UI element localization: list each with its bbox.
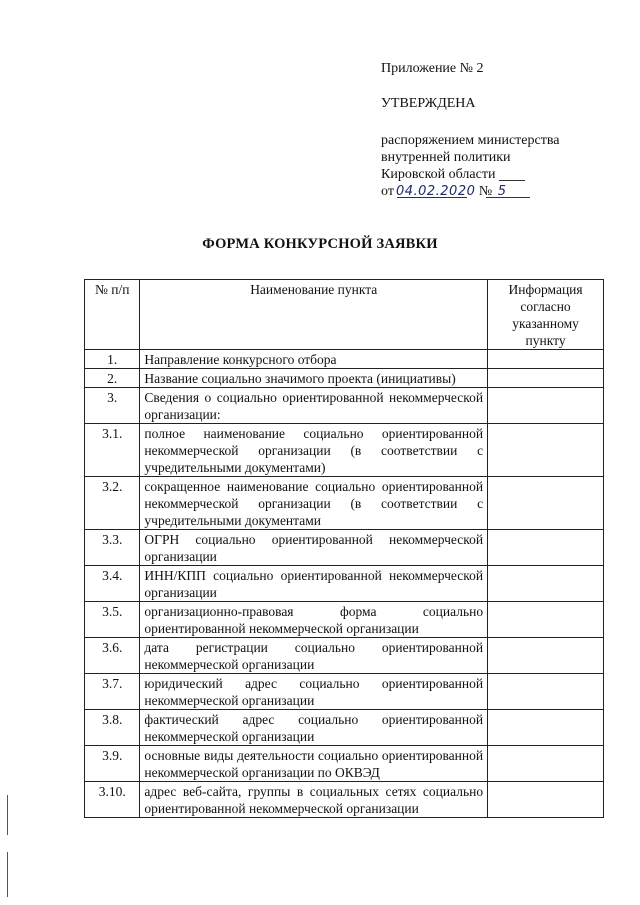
table-header-row xyxy=(85,280,604,350)
row-info-cell[interactable] xyxy=(488,566,604,602)
handwritten-date: 04.02.2020 xyxy=(395,184,476,199)
row-item-name: ИНН/КПП социально ориентированной некоммерческой организации xyxy=(140,566,488,602)
row-item-name: дата регистрации социально ориентированной некоммерческой организации xyxy=(140,638,488,674)
row-info-cell[interactable] xyxy=(488,424,604,477)
handwritten-number: 5 xyxy=(497,184,507,199)
table-row xyxy=(85,638,604,674)
approved-label: УТВЕРЖДЕНА xyxy=(381,96,476,111)
date-number-line xyxy=(381,183,559,200)
row-info-cell[interactable] xyxy=(488,477,604,530)
row-item-name: организационно-правовая форма социально ориентированной некоммерческой организации xyxy=(140,602,488,638)
approved-by-line-2: внутренней политики xyxy=(381,150,511,165)
row-info-cell[interactable] xyxy=(488,710,604,746)
row-item-name: сокращенное наименование социально ориентированной некоммерческой организации (в соответствии с учредительными документами xyxy=(140,477,488,530)
row-number: 3. xyxy=(85,388,140,424)
number-prefix: № xyxy=(478,184,493,199)
row-info-cell[interactable] xyxy=(488,602,604,638)
row-item-name: Название социально значимого проекта (инициативы) xyxy=(140,369,488,388)
approved-by-line-1: распоряжением министерства xyxy=(381,133,560,148)
margin-mark xyxy=(7,852,8,897)
margin-mark xyxy=(7,795,8,835)
application-form-table xyxy=(84,279,604,818)
row-number: 1. xyxy=(85,350,140,369)
table-row xyxy=(85,602,604,638)
header-name: Наименование пункта xyxy=(140,280,488,350)
row-number: 3.2. xyxy=(85,477,140,530)
row-number: 3.4. xyxy=(85,566,140,602)
row-info-cell[interactable] xyxy=(488,350,604,369)
row-number: 2. xyxy=(85,369,140,388)
table-row xyxy=(85,424,604,477)
row-info-cell[interactable] xyxy=(488,388,604,424)
row-number: 3.7. xyxy=(85,674,140,710)
row-info-cell[interactable] xyxy=(488,674,604,710)
row-item-name: ОГРН социально ориентированной некоммерческой организации xyxy=(140,530,488,566)
table-row xyxy=(85,674,604,710)
row-number: 3.8. xyxy=(85,710,140,746)
row-item-name: юридический адрес социально ориентированной некоммерческой организации xyxy=(140,674,488,710)
row-item-name: полное наименование социально ориентированной некоммерческой организации (в соответствии с учредительными документами) xyxy=(140,424,488,477)
row-number: 3.9. xyxy=(85,746,140,782)
table-row xyxy=(85,746,604,782)
row-item-name: Сведения о социально ориентированной некоммерческой организации: xyxy=(140,388,488,424)
row-info-cell[interactable] xyxy=(488,530,604,566)
row-item-name: Направление конкурсного отбора xyxy=(140,350,488,369)
table-row xyxy=(85,350,604,369)
table-row xyxy=(85,566,604,602)
from-prefix: от xyxy=(381,184,394,199)
row-number: 3.1. xyxy=(85,424,140,477)
row-item-name: основные виды деятельности социально ориентированной некоммерческой организации по ОКВЭД xyxy=(140,746,488,782)
table-row xyxy=(85,388,604,424)
row-number: 3.6. xyxy=(85,638,140,674)
appendix-label: Приложение № 2 xyxy=(381,61,484,76)
signature-underline xyxy=(499,180,525,181)
table-row xyxy=(85,782,604,818)
form-title: ФОРМА КОНКУРСНОЙ ЗАЯВКИ xyxy=(202,236,438,252)
row-number: 3.5. xyxy=(85,602,140,638)
row-item-name: фактический адрес социально ориентированной некоммерческой организации xyxy=(140,710,488,746)
row-info-cell[interactable] xyxy=(488,746,604,782)
date-underline xyxy=(397,197,467,198)
table-row xyxy=(85,710,604,746)
row-item-name: адрес веб-сайта, группы в социальных сетях социально ориентированной некоммерческой организации xyxy=(140,782,488,818)
approved-by-line-3: Кировской области xyxy=(381,166,559,183)
row-number: 3.10. xyxy=(85,782,140,818)
approval-block xyxy=(381,60,559,200)
table-row xyxy=(85,530,604,566)
row-number: 3.3. xyxy=(85,530,140,566)
table-row xyxy=(85,369,604,388)
table-row xyxy=(85,477,604,530)
row-info-cell[interactable] xyxy=(488,782,604,818)
header-num: № п/п xyxy=(85,280,140,350)
row-info-cell[interactable] xyxy=(488,369,604,388)
row-info-cell[interactable] xyxy=(488,638,604,674)
header-info: Информация согласно указанному пункту xyxy=(488,280,604,350)
number-underline xyxy=(486,197,530,198)
